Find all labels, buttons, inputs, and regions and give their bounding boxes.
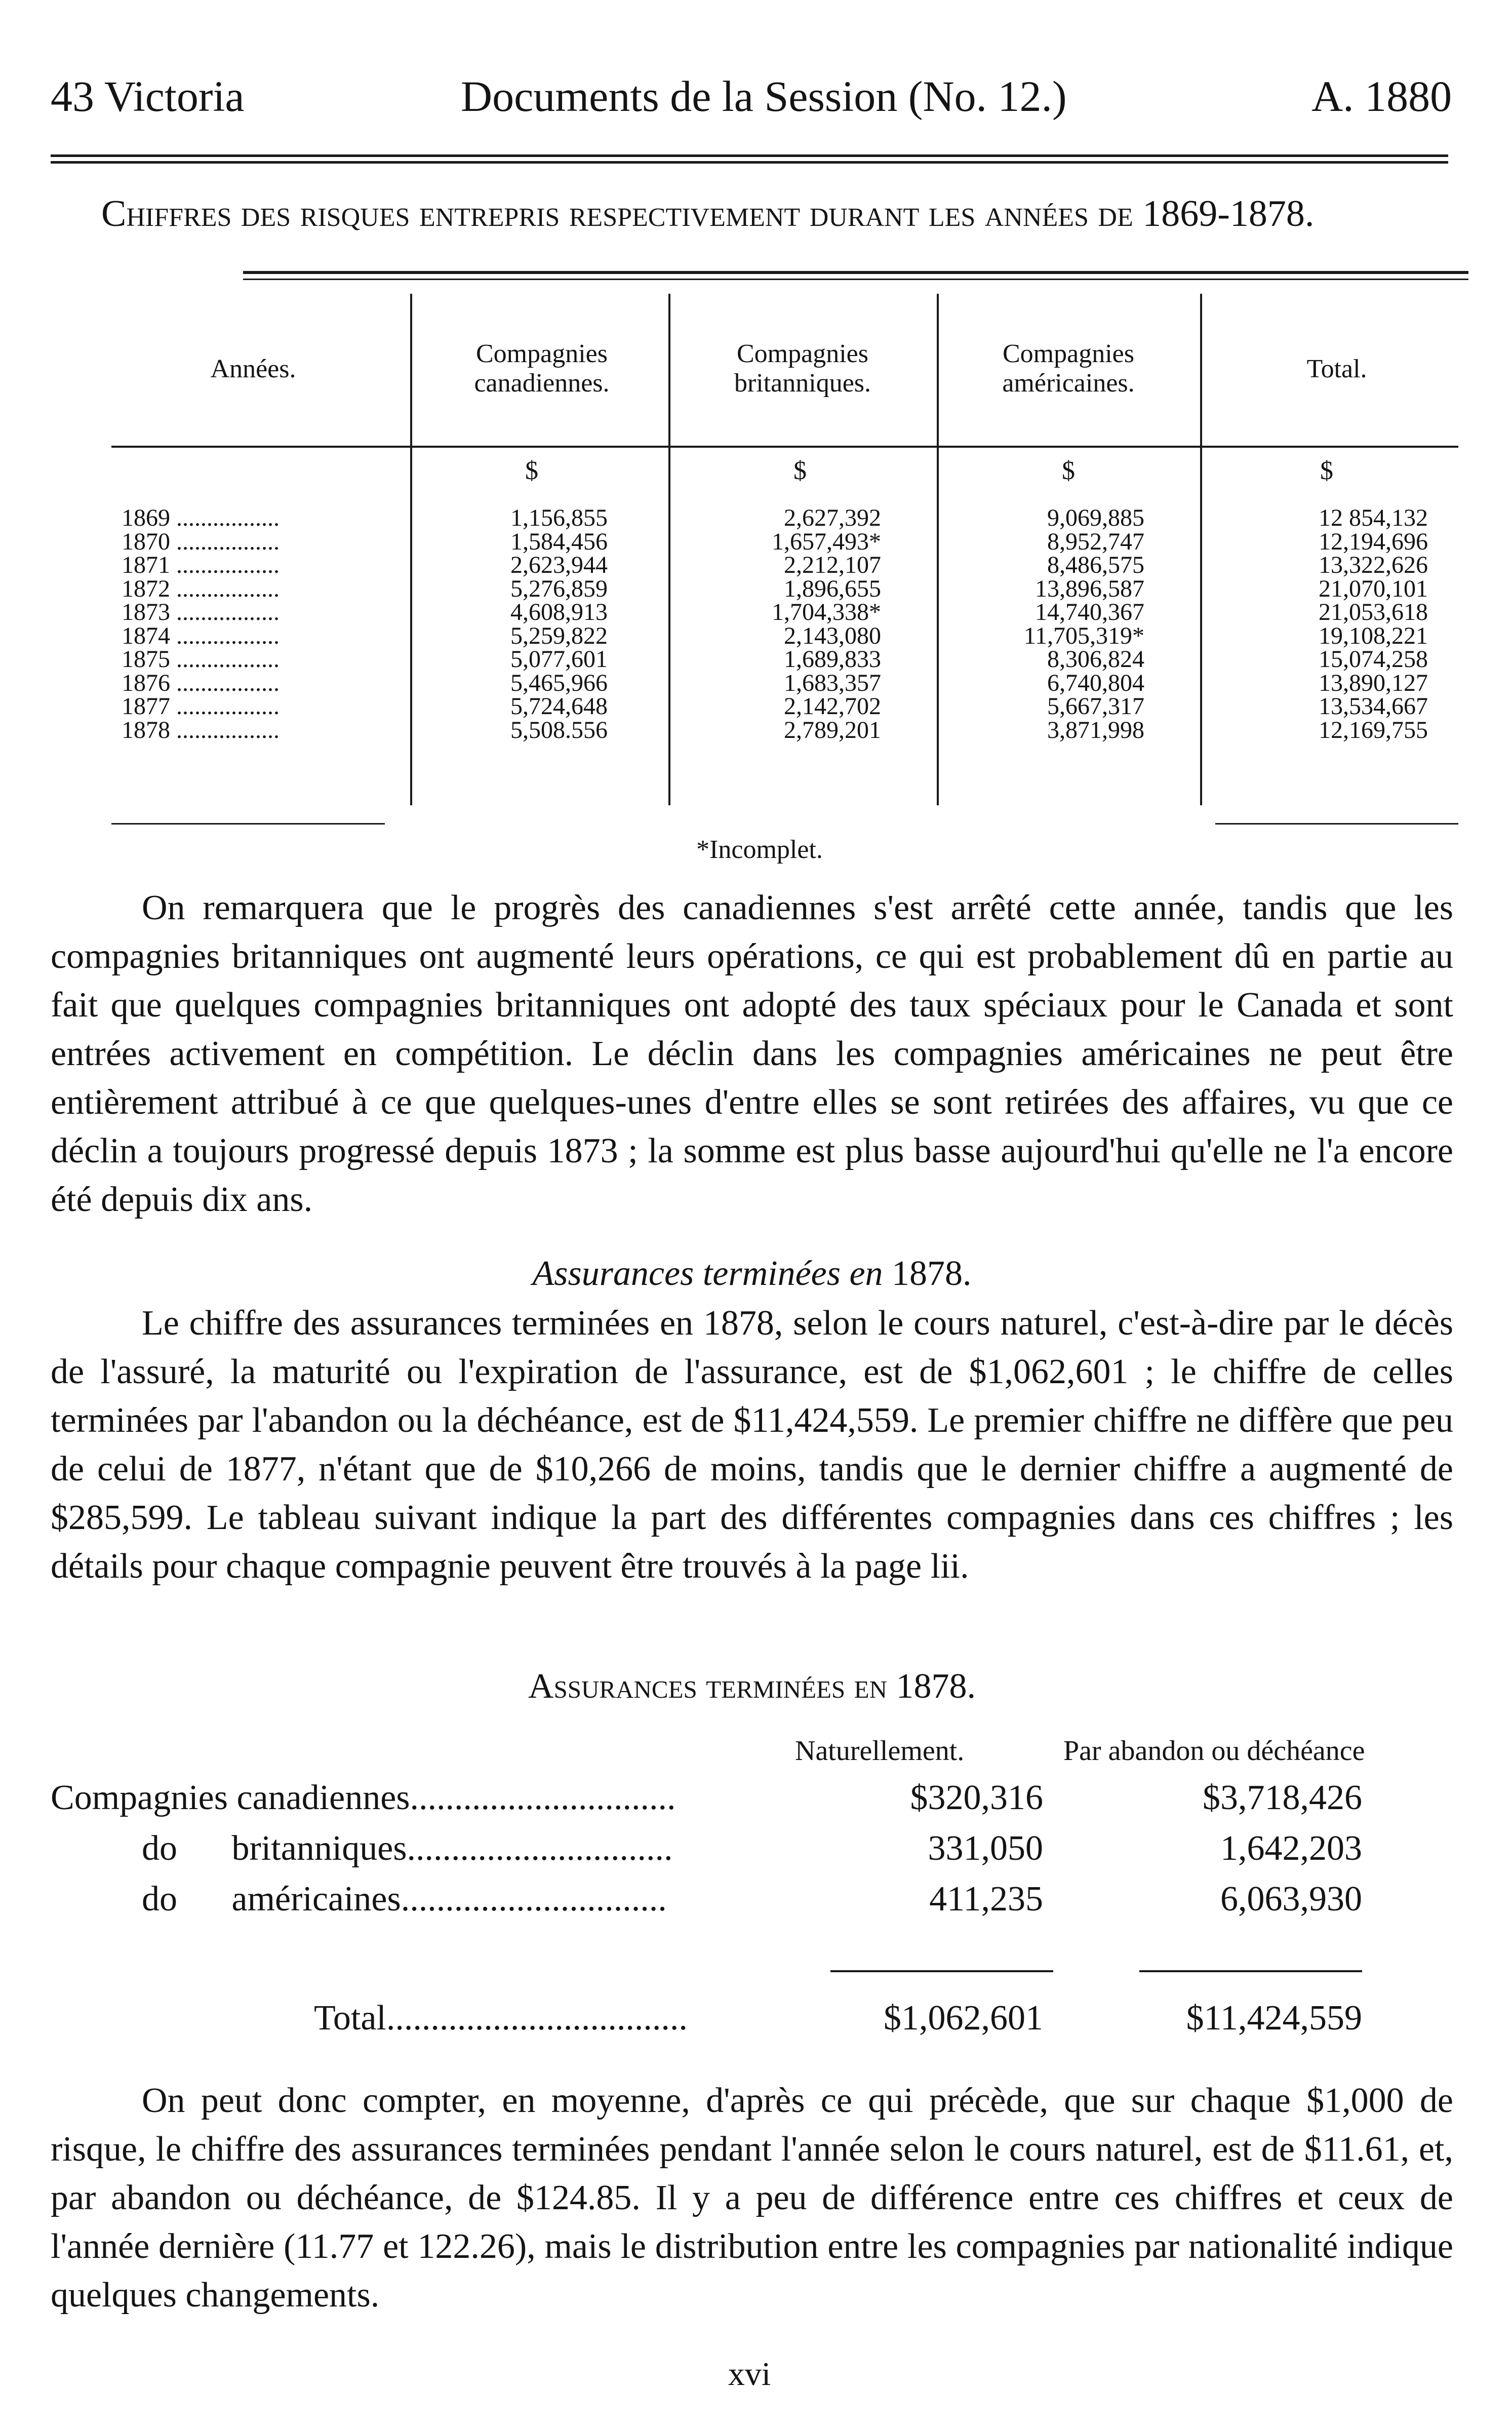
table-cell: 1,657,493* — [772, 528, 881, 555]
row-name: américaines — [231, 1880, 401, 1919]
table-cell: $3,718,426 — [1203, 1778, 1362, 1817]
table-row-year: 1874 ................. — [122, 622, 280, 649]
paragraph-text: Le chiffre des assurances terminées en 1878, selon le cours naturel, c'est-à-dire par le décès de l'assuré, la maturité ou l'expiration de l'assurance, est de $1,062,601 ; le chiffre de celles terminées par l'abandon ou la déchéance, est de $11,424,559. Le premier chiffre ne diffère que peu de celui de 1877, n'étant que de $10,266 de moins, tandis que le dernier chiffre a augmenté de $285,599. Le tableau suivant indique la part des différentes compagnies dans ces chiffres ; les détails pour chaque compagnie peuvent être trouvés à la page lii. — [51, 1304, 1453, 1586]
sum-rule-natural — [830, 1970, 1053, 1972]
section-title-italic: Assurances terminées en — [532, 1254, 883, 1293]
table-cell: 3,871,998 — [1047, 716, 1144, 744]
risk-table-title-text: Chiffres des risques entrepris respectivement durant les années de 1869-1878. — [101, 193, 1315, 234]
table-cell: 5,465,966 — [510, 669, 608, 696]
table-cell: 5,259,822 — [510, 622, 608, 649]
risk-table-canadiennes — [446, 506, 608, 742]
paragraph-text: On peut donc compter, en moyenne, d'après ce qui précède, que sur chaque $1,000 de risque, le chiffre des assurances terminées pendant l'année selon le cours naturel, est de $11.61, et, par abandon ou déchéance, de $124.85. Il y a peu de différence entre ces chiffres et ceux de l'année dernière (11.77 et 122.26), mais le distribution entre les compagnies par nationalité indique quelques changements. — [51, 2081, 1453, 2315]
table-cell: 2,789,201 — [784, 716, 881, 744]
risk-table-total — [1246, 506, 1428, 742]
row-name: canadiennes — [236, 1778, 410, 1817]
currency-canadiennes: $ — [525, 456, 538, 485]
row-prefix: Compagnies — [51, 1778, 228, 1817]
table-row-year: 1872 ................. — [122, 575, 280, 602]
risk-table-americaines — [972, 506, 1144, 742]
table-cell: 5,724,648 — [510, 693, 608, 720]
table-cell: 4,608,913 — [510, 599, 608, 625]
table-cell: 2,212,107 — [784, 552, 881, 578]
table-row — [142, 1828, 673, 1869]
table-cell: 1,156,855 — [510, 504, 608, 531]
col-header-canadiennes: Compagnies canadiennes. — [474, 339, 610, 398]
table-cell: 13,322,626 — [1319, 552, 1428, 578]
risk-table-title — [101, 192, 1314, 236]
row-name: britanniques — [231, 1829, 407, 1868]
currency-total: $ — [1320, 456, 1333, 485]
table-cell: 11,705,319* — [1023, 622, 1144, 649]
risk-table-divider-4 — [1200, 294, 1202, 805]
table-cell: 2,627,392 — [784, 504, 881, 531]
total-leader: .................................. — [386, 1999, 688, 2038]
table-row-year: 1871 ................. — [122, 552, 280, 578]
table-cell: 1,584,456 — [510, 528, 608, 555]
table-cell: 2,142,702 — [784, 693, 881, 720]
table-cell: 411,235 — [929, 1880, 1043, 1919]
col-header-naturellement: Naturellement. — [795, 1735, 965, 1767]
table-cell: 1,896,655 — [784, 575, 881, 602]
risk-table-footnote: *Incomplet. — [696, 835, 823, 864]
table-cell: 9,069,885 — [1047, 504, 1144, 531]
table-cell: 12 854,132 — [1319, 504, 1428, 531]
row-prefix: do — [142, 1829, 177, 1868]
table-cell: 13,534,667 — [1319, 693, 1428, 720]
total-row — [314, 1998, 688, 2039]
table-cell: 1,683,357 — [784, 669, 881, 696]
table-row-year: 1876 ................. — [122, 669, 280, 696]
header-year: A. 1880 — [1311, 72, 1452, 121]
risk-table-britanniques — [709, 506, 881, 742]
row-leader: .............................. — [407, 1829, 673, 1868]
header-title: Documents de la Session (No. 12.) — [461, 72, 1067, 121]
table-row-year: 1877 ................. — [122, 693, 280, 720]
table-cell: 1,704,338* — [772, 599, 881, 625]
table-cell: 14,740,367 — [1035, 599, 1144, 625]
table-cell: 21,070,101 — [1319, 575, 1428, 602]
total-natural: $1,062,601 — [884, 1999, 1043, 2038]
currency-americaines: $ — [1062, 456, 1075, 485]
table-cell: 19,108,221 — [1319, 622, 1428, 649]
col-header-annees: Années. — [210, 355, 296, 383]
total-abandon: $11,424,559 — [1186, 1999, 1362, 2038]
terminated-table-title-text: Assurances terminées en 1878. — [528, 1667, 976, 1706]
table-row-year: 1870 ................. — [122, 528, 280, 555]
currency-britanniques: $ — [793, 456, 807, 485]
table-cell: 1,689,833 — [784, 646, 881, 673]
col-header-britanniques: Compagnies britanniques. — [734, 339, 871, 398]
paragraph-terminated — [51, 1299, 1453, 1591]
terminated-table-title — [51, 1666, 1453, 1707]
section-title — [51, 1254, 1453, 1294]
table-row — [142, 1879, 667, 1920]
row-leader: .............................. — [410, 1778, 676, 1817]
col-header-total: Total. — [1306, 355, 1367, 383]
table-cell: 8,952,747 — [1047, 528, 1144, 555]
risk-table-rule-top — [243, 271, 1468, 274]
header-rule-top — [51, 154, 1448, 157]
risk-table-divider-1 — [410, 294, 412, 805]
table-cell: 331,050 — [928, 1829, 1043, 1868]
paragraph-average — [51, 2077, 1453, 2320]
risk-table-divider-3 — [937, 294, 939, 805]
table-cell: 5,508.556 — [510, 716, 608, 744]
page-number: xvi — [728, 2356, 771, 2393]
table-cell: 13,896,587 — [1035, 575, 1144, 602]
table-cell: 8,306,824 — [1047, 646, 1144, 673]
row-leader: .............................. — [401, 1880, 667, 1919]
table-row-year: 1878 ................. — [122, 716, 280, 744]
table-cell: 5,077,601 — [510, 646, 608, 673]
table-cell: 12,194,696 — [1319, 528, 1428, 555]
paragraph-text: On remarquera que le progrès des canadiennes s'est arrêté cette année, tandis que les compagnies britanniques ont augmenté leurs opérations, ce qui est probablement dû en partie au fait que quelques compagnies britanniques ont adopté des taux spéciaux pour le Canada et sont entrées activement en compétition. Le déclin dans les compagnies américaines ne peut être entièrement attribué à ce que quelques-unes d'entre elles se sont retirées des affaires, vu que ce déclin a toujours progressé depuis 1873 ; la somme est plus basse aujourd'hui qu'elle ne l'a encore été depuis dix ans. — [51, 888, 1453, 1219]
total-label: Total — [314, 1999, 386, 2038]
risk-table-rule-bottom-left — [111, 823, 385, 825]
table-cell: 6,063,930 — [1220, 1880, 1362, 1919]
col-header-americaines: Compagnies américaines. — [1002, 339, 1135, 398]
table-row-year: 1875 ................. — [122, 646, 280, 673]
table-cell: 5,667,317 — [1047, 693, 1144, 720]
table-cell: 21,053,618 — [1319, 599, 1428, 625]
col-header-abandon: Par abandon ou déchéance — [1063, 1735, 1365, 1767]
table-cell: 8,486,575 — [1047, 552, 1144, 578]
table-cell: 6,740,804 — [1047, 669, 1144, 696]
risk-table-years — [122, 506, 405, 742]
table-row-year: 1869 ................. — [122, 504, 280, 531]
table-cell: 2,143,080 — [784, 622, 881, 649]
table-cell: 12,169,755 — [1319, 716, 1428, 744]
table-cell: 15,074,258 — [1319, 646, 1428, 673]
row-prefix: do — [142, 1880, 177, 1919]
section-title-year: 1878. — [892, 1254, 972, 1293]
table-cell: 13,890,127 — [1319, 669, 1428, 696]
risk-table-rule-header — [111, 446, 1458, 448]
table-cell: 1,642,203 — [1220, 1829, 1362, 1868]
sum-rule-abandon — [1139, 1970, 1362, 1972]
table-cell: 5,276,859 — [510, 575, 608, 602]
table-row — [51, 1778, 676, 1818]
risk-table-rule-bottom-right — [1215, 823, 1458, 825]
table-row-year: 1873 ................. — [122, 599, 280, 625]
paragraph-progress — [51, 884, 1453, 1224]
header-rule-bottom — [51, 161, 1448, 164]
header-volume: 43 Victoria — [51, 72, 245, 121]
risk-table-rule-top-thin — [243, 279, 1468, 280]
risk-table-divider-2 — [668, 294, 670, 805]
table-cell: 2,623,944 — [510, 552, 608, 578]
table-cell: $320,316 — [910, 1778, 1043, 1817]
